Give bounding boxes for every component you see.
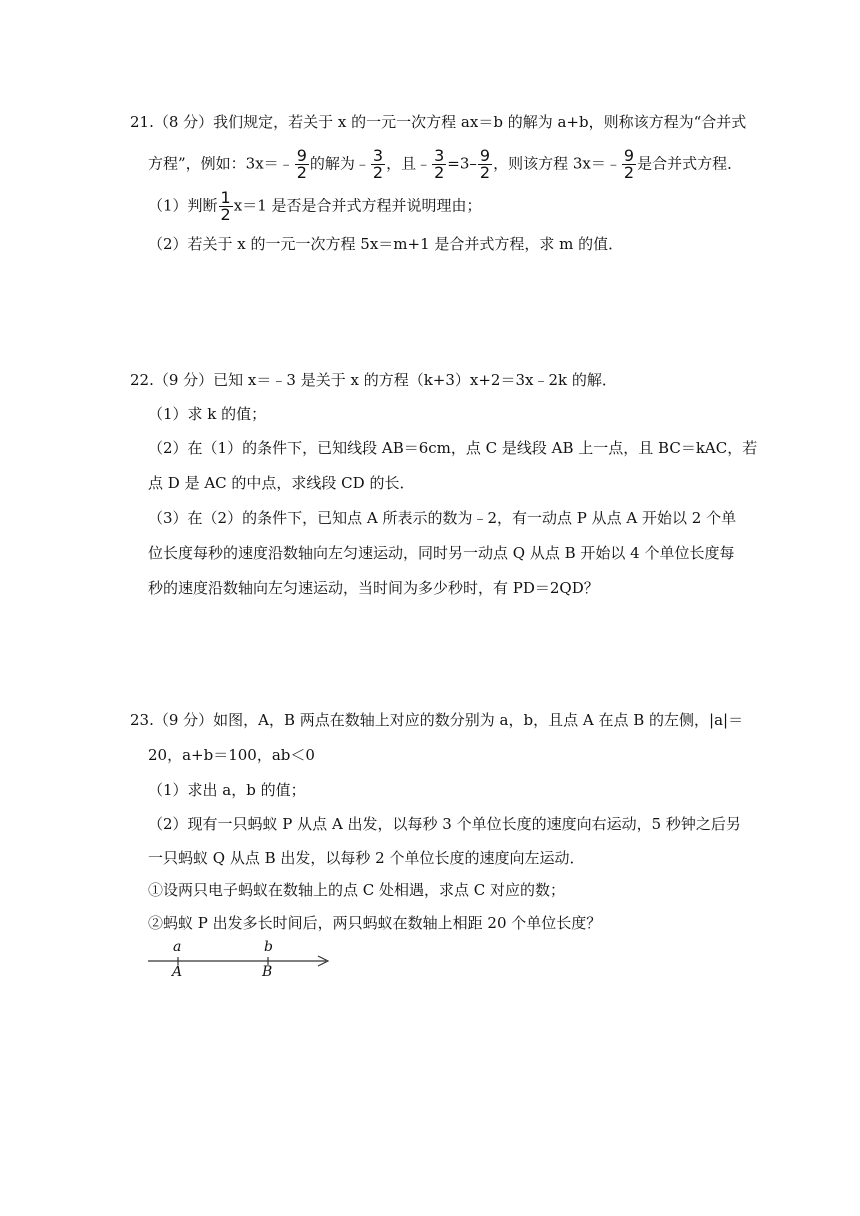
q22-title: 22.（9 分）已知 x＝﹣3 是关于 x 的方程（k+3）x+2＝3x﹣2k 的解． (130, 371, 617, 389)
fraction-9-over-2-b: $\frac{9}{2}$ (623, 146, 635, 182)
label-a: a (173, 939, 182, 955)
fraction-3-over-2: $\frac{3}{2}$ (434, 146, 445, 182)
q23-part2-line1: （2）现有一只蚂蚁 P 从点 A 出发，以每秒 3 个单位长度的速度向右运动，5 秒钟之后另 (148, 815, 741, 833)
label-b: b (264, 939, 273, 955)
label-B: B (262, 964, 273, 980)
fraction-9-over-2: $\frac{9}{2}$ (479, 146, 491, 182)
q23-part2-line2: 一只蚂蚁 Q 从点 B 出发，以每秒 2 个单位长度的速度向左运动． (148, 849, 585, 867)
q22-part3-line2: 位长度每秒的速度沿数轴向左匀速运动，同时另一动点 Q 从点 B 开始以 4 个单位长度每 (148, 544, 735, 562)
q22-part3-line3: 秒的速度沿数轴向左匀速运动，当时间为多少秒时，有 PD＝2QD？ (148, 579, 599, 597)
number-line-figure (148, 940, 338, 984)
q23-title-cont: 20，a+b＝100，ab＜0 (148, 746, 315, 764)
q21-example: 方程”，例如：3x＝﹣ $\frac{9}{2}$ 的解为﹣ $\frac{3}{2}$ ，且﹣ $\frac{3}{2}$ =3– $\frac{9}{2}$ ，则该方程 3x＝﹣ $\frac{9}{2}$ 是合并式方程． (148, 146, 743, 182)
q22-part1: （1）求 k 的值； (148, 405, 267, 423)
fraction-1-over-2: $\frac{1}{2}$ (220, 188, 231, 224)
q23-title: 23.（9 分）如图，A，B 两点在数轴上对应的数分别为 a，b，且点 A 在点 B 的左侧，|a|＝ (130, 711, 744, 729)
q23-sub2: ②蚂蚁 P 出发多长时间后，两只蚂蚁在数轴上相距 20 个单位长度？ (148, 914, 602, 932)
q22-part2-line2: 点 D 是 AC 的中点，求线段 CD 的长． (148, 474, 415, 492)
q22-part3-line1: （3）在（2）的条件下，已知点 A 所表示的数为﹣2，有一动点 P 从点 A 开始以 2 个单 (148, 509, 737, 527)
fraction-neg-9-over-2: $\frac{9}{2}$ (296, 146, 307, 182)
q21-part1: （1）判断 $\frac{1}{2}$ x＝1 是否是合并式方程并说明理由； (148, 188, 482, 224)
q21-part2: （2）若关于 x 的一元一次方程 5x＝m+1 是合并式方程，求 m 的值． (148, 235, 624, 253)
fraction-neg-3-over-2: $\frac{3}{2}$ (372, 146, 384, 182)
q22-part2-line1: （2）在（1）的条件下，已知线段 AB＝6cm，点 C 是线段 AB 上一点，且 BC＝kAC，若 (148, 439, 758, 457)
q23-sub1: ①设两只电子蚂蚁在数轴上的点 C 处相遇，求点 C 对应的数； (148, 881, 566, 899)
q23-part1: （1）求出 a，b 的值； (148, 781, 306, 799)
label-A: A (172, 964, 183, 980)
q21-title: 21.（8 分）我们规定，若关于 x 的一元一次方程 ax＝b 的解为 a+b，则称该方程为“合并式 (130, 113, 747, 131)
